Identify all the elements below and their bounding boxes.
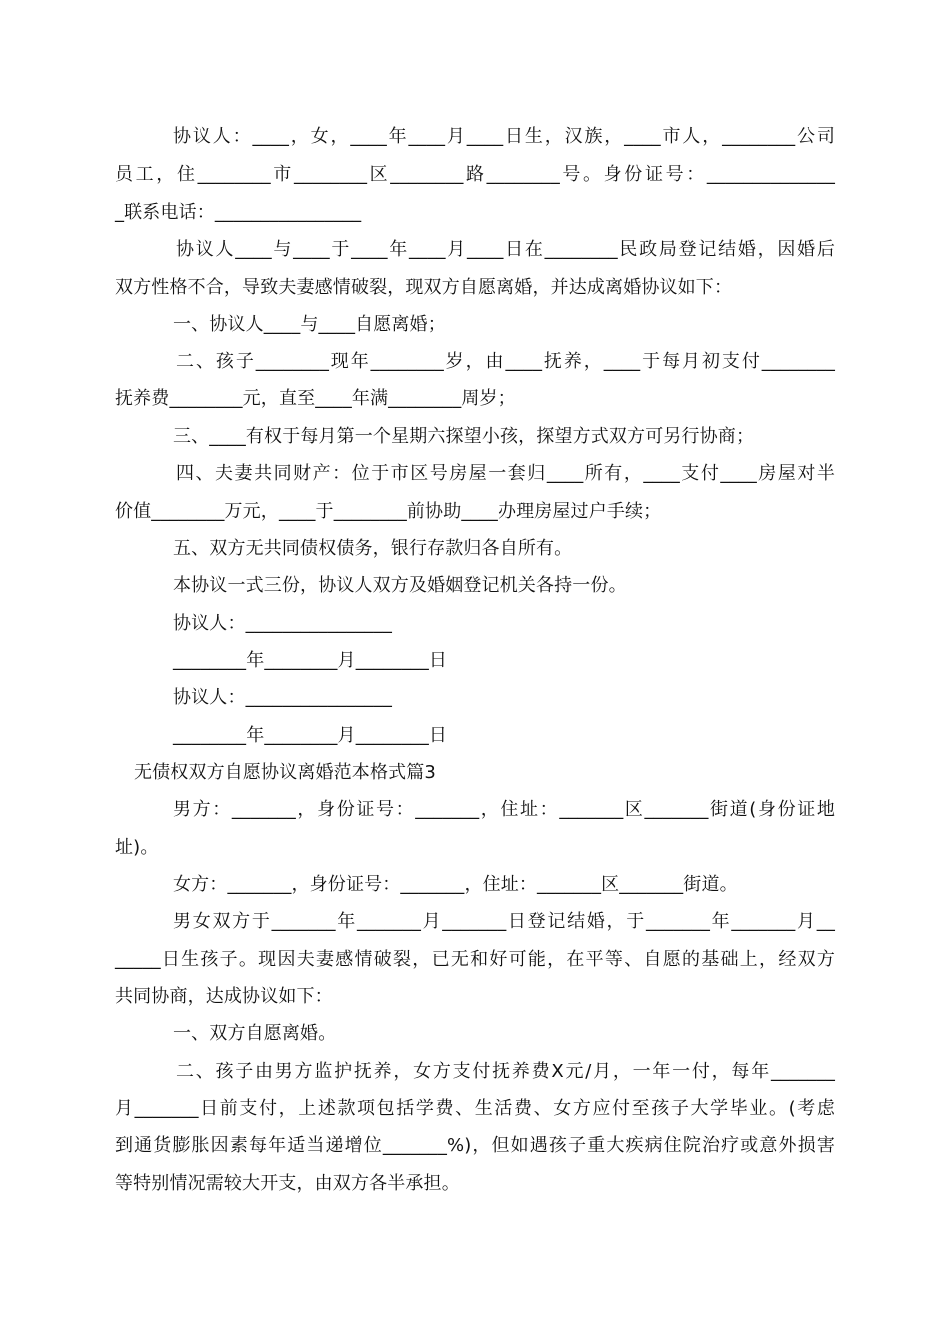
text-line: 协议人：____，女，____年____月____日生，汉族，____市人，________公司	[173, 126, 835, 147]
text-line: 一、协议人____与____自愿离婚；	[173, 314, 446, 335]
text-line: _联系电话：________________	[115, 202, 362, 223]
date-line: ________年________月________日	[173, 650, 448, 671]
text-line: 男女双方于_______年_______月_______日登记结婚，于_______年_______月__	[173, 911, 835, 932]
text-line: 三、____有权于每月第一个星期六探望小孩，探望方式双方可另行协商；	[173, 426, 755, 447]
text-line: 五、双方无共同债权债务，银行存款归各自所有。	[173, 538, 573, 559]
text-line: 一、双方自愿离婚。	[173, 1023, 337, 1044]
text-line: 男方：_______，身份证号：_______，住址：_______区_______街道(身份证地	[173, 799, 835, 820]
section-title: 无债权双方自愿协议离婚范本格式篇3	[134, 762, 437, 783]
text-line: 抚养费________元，直至____年满________周岁；	[115, 388, 516, 409]
text-line: 二、孩子________现年________岁，由____抚养，____于每月初支付________	[176, 351, 835, 372]
text-line: _____日生孩子。现因夫妻感情破裂，已无和好可能，在平等、自愿的基础上，经双方	[115, 949, 835, 970]
text-line: 四、夫妻共同财产：位于市区号房屋一套归____所有，____支付____房屋对半	[176, 463, 835, 484]
text-line: 女方：_______，身份证号：_______，住址：_______区_______街道。	[173, 874, 738, 895]
text-line: 价值________万元，____于________前协助____办理房屋过户手续；	[115, 501, 662, 522]
signature-line: 协议人：________________	[173, 613, 392, 634]
text-line: 二、孩子由男方监护抚养，女方支付抚养费X元/月，一年一付，每年_______	[176, 1061, 835, 1082]
text-line: 到通货膨胀因素每年适当递增位_______%)，但如遇孩子重大疾病住院治疗或意外损害	[115, 1135, 835, 1156]
text-line: 协议人____与____于____年____月____日在________民政局登记结婚，因婚后	[176, 239, 835, 260]
text-line: 月_______日前支付，上述款项包括学费、生活费、女方应付至孩子大学毕业。(考虑	[115, 1098, 835, 1119]
text-line: 本协议一式三份，协议人双方及婚姻登记机关各持一份。	[173, 575, 627, 596]
text-line: 双方性格不合，导致夫妻感情破裂，现双方自愿离婚，并达成离婚协议如下：	[115, 277, 733, 298]
text-line: 址)。	[115, 837, 159, 858]
text-line: 共同协商，达成协议如下：	[115, 986, 333, 1007]
text-line: 等特别情况需较大开支，由双方各半承担。	[115, 1173, 460, 1194]
text-line: 员工，住________市________区________路________号。身份证号：______________	[115, 164, 835, 185]
signature-line: 协议人：________________	[173, 687, 392, 708]
date-line: ________年________月________日	[173, 725, 448, 746]
